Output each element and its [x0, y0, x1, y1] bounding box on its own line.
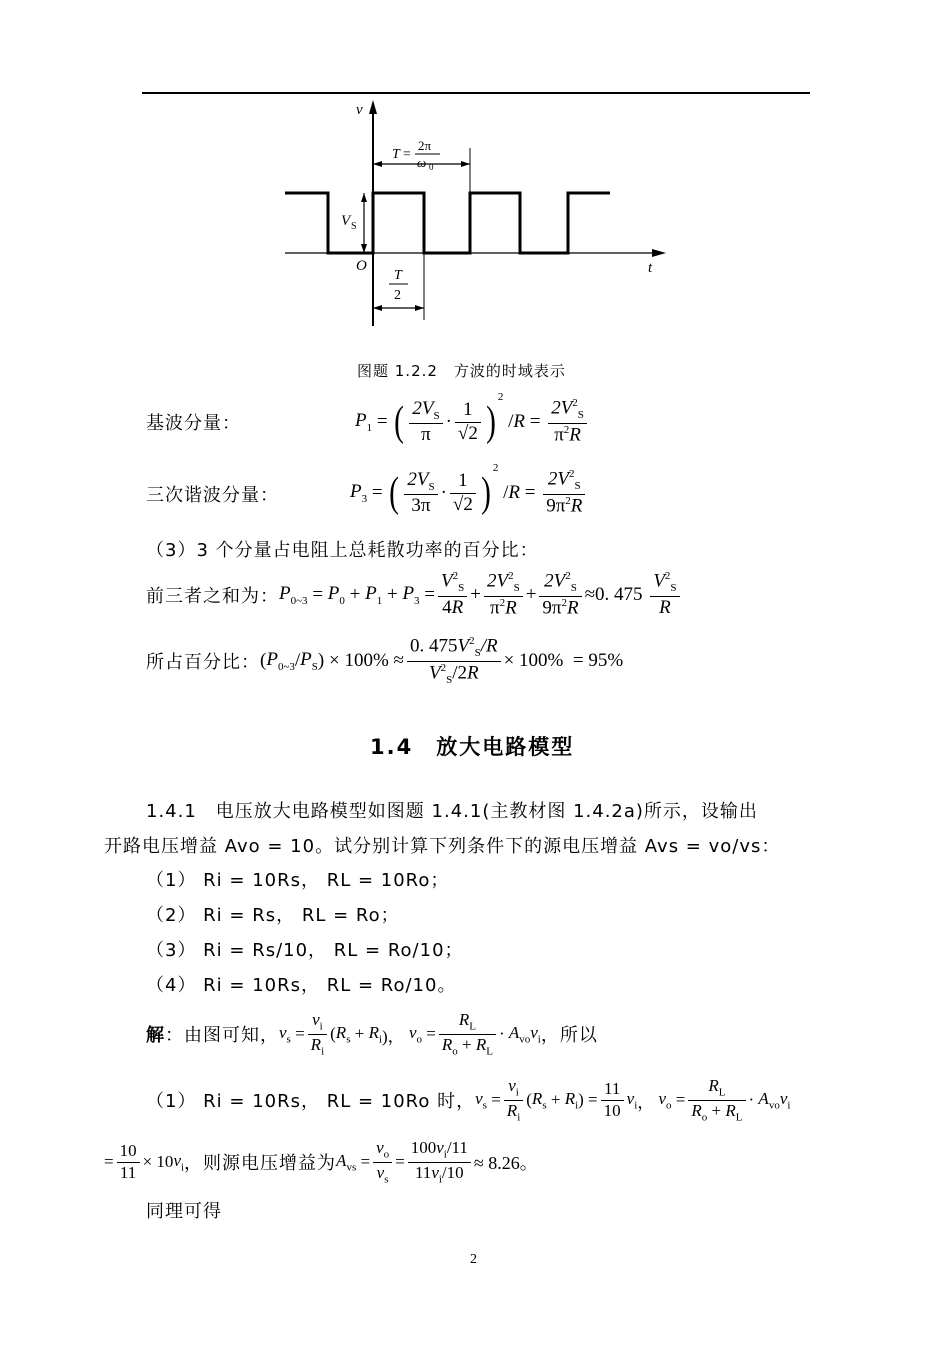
- third-formula: $P_3$ = ( $\frac{2V_S}{3\pi}$ · $\frac{1}{√2}$ ) $^2$ / R = $\frac{2V^2_S}{9\pi^2R}$: [350, 462, 588, 524]
- case1-formula: $v_s$ = $\frac{v_i}{R_i}$ ( $R_s$ + $R_i$ ) = $\frac{11}{10}$ $v_i$ ， $v_o$ = $\frac{R_L}{R_o + R_L}$ · $A_{vo}v_i$: [475, 1075, 791, 1123]
- t-axis-arrow: [652, 249, 666, 257]
- case1-prefix: （1） Ri = 10Rs， RL = 10Ro 时，: [146, 1091, 476, 1112]
- result-formula-right: $A_{vs}$ = $\frac{v_o}{v_s}$ = $\frac{100v_i/11}{11v_i/10}$: [336, 1138, 474, 1186]
- period-den-sub: 0: [429, 162, 434, 172]
- v-axis-arrow: [369, 100, 377, 114]
- case-4: （4） Ri = 10Rs， RL = Ro/10。: [146, 975, 457, 996]
- case-3: （3） Ri = Rs/10， RL = Ro/10；: [146, 940, 464, 961]
- section-title: 1.4 放大电路模型: [370, 735, 575, 759]
- same-text: 同理可得: [146, 1201, 222, 1222]
- result-formula-left: = $\frac{10}{11}$ × 10 $v_i$: [104, 1141, 185, 1182]
- sum-row: [146, 568, 683, 622]
- figure-caption: 图题 1.2.2 方波的时域表示: [357, 362, 566, 380]
- problem-line-2: 开路电压增益 Avo = 10。试分别计算下列条件下的源电压增益 Avs = vo/vs：: [104, 836, 781, 857]
- solution-label: 解: [146, 1025, 165, 1046]
- solution-so: ，所以: [540, 1025, 598, 1046]
- third-row: [146, 465, 279, 523]
- third-label: 三次谐波分量：: [146, 485, 279, 506]
- percent-formula: ( $P_{0\sim 3}$ / $P_S$ ) × 100% ≈ $\frac{0. 475V^2_S/R}{V^2_S/2R}$ × 100% = 95%: [260, 635, 624, 686]
- percent-label: 所占百分比：: [146, 652, 260, 673]
- solution-formula: $v_s$ = $\frac{v_i}{R_i}$ ( $R_s$ + $R_i$ )， $v_o$ = $\frac{R_L}{R_o + R_L}$ · $A_{vo}v_i$: [279, 1009, 541, 1057]
- header-rule: [142, 92, 810, 94]
- item-3-text: （3）3 个分量占电阻上总耗散功率的百分比：: [146, 540, 539, 561]
- case-1: （1） Ri = 10Rs， RL = 10Ro；: [146, 870, 450, 891]
- problem-line-1: 1.4.1 电压放大电路模型如图题 1.4.1(主教材图 1.4.2a)所示，设输出: [146, 801, 758, 822]
- t-axis-label: t: [648, 260, 653, 276]
- square-wave-trace: [285, 193, 610, 253]
- amp-label: V: [341, 213, 351, 229]
- case-2: （2） Ri = Rs， RL = Ro；: [146, 905, 400, 926]
- result-text: ，则源电压增益为: [184, 1153, 337, 1174]
- period-den: ω: [417, 155, 427, 170]
- percent-row: [146, 632, 623, 690]
- period-T: T: [392, 147, 400, 162]
- square-wave-figure: [270, 98, 680, 326]
- result-row: [104, 1134, 538, 1190]
- sum-label: 前三者之和为：: [146, 586, 279, 607]
- solution-row: [146, 1008, 598, 1060]
- fundamental-label: 基波分量：: [146, 413, 241, 434]
- half-num: T: [394, 268, 402, 283]
- v-axis-label: v: [356, 102, 363, 118]
- sum-formula: $P_{0\sim 3}$ = $P_0$ + $P_1$ + $P_3$ = $\frac{V^2_S}{4R}$ + $\frac{2V^2_S}{\pi^2R}$ + $\frac{2V^2_S}{9\pi^2R}$ ≈0. 475 $\frac{V^2_S}{R}$: [279, 570, 683, 619]
- half-den: 2: [394, 288, 401, 303]
- origin-label: O: [356, 258, 367, 274]
- amp-sub: S: [351, 221, 357, 232]
- fundamental-row: [146, 393, 241, 451]
- period-eq: =: [403, 147, 411, 162]
- solution-intro: ：由图可知，: [165, 1025, 279, 1046]
- period-num: 2π: [418, 138, 432, 153]
- result-value: ≈ 8.26。: [473, 1153, 538, 1173]
- fundamental-formula: $P_1$ = ( $\frac{2V_S}{\pi}$ · $\frac{1}{√2}$ ) $^2$ / R = $\frac{2V^2_S}{\pi^2R}$: [355, 391, 590, 453]
- page-number: 2: [470, 1252, 477, 1267]
- case1-solution-row: [146, 1072, 790, 1128]
